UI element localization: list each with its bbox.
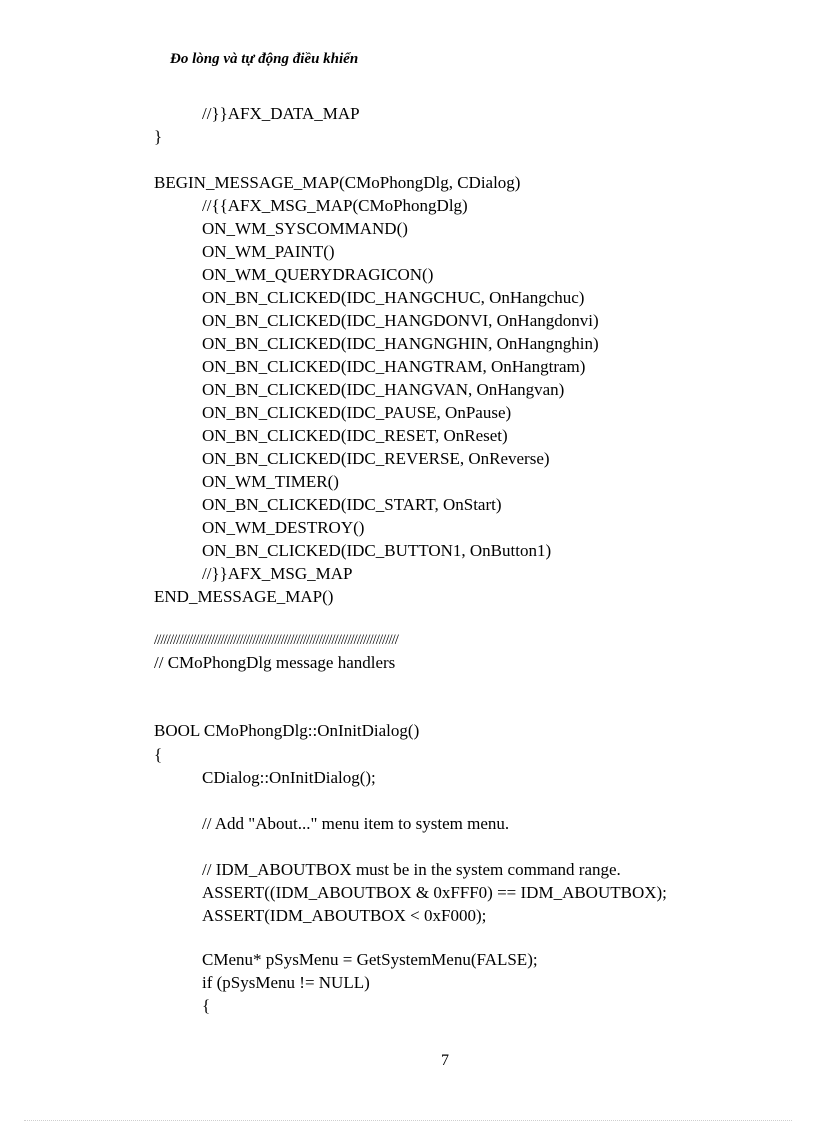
code-line: { (202, 996, 211, 1015)
code-line: //}}AFX_MSG_MAP (202, 564, 353, 583)
code-line: CMenu* pSysMenu = GetSystemMenu(FALSE); (202, 950, 538, 969)
code-line: if (pSysMenu != NULL) (202, 973, 370, 992)
code-line: END_MESSAGE_MAP() (154, 587, 334, 606)
code-line: ON_BN_CLICKED(IDC_HANGCHUC, OnHangchuc) (202, 288, 585, 307)
code-line: { (154, 745, 163, 764)
code-line: ON_WM_TIMER() (202, 472, 339, 491)
page-number: 7 (441, 1052, 449, 1069)
code-line: ON_BN_CLICKED(IDC_REVERSE, OnReverse) (202, 449, 550, 468)
code-line: ON_BN_CLICKED(IDC_RESET, OnReset) (202, 426, 508, 445)
code-line: //}}AFX_DATA_MAP (202, 104, 360, 123)
code-line: ON_BN_CLICKED(IDC_HANGNGHIN, OnHangnghin) (202, 334, 599, 353)
code-line: ON_WM_DESTROY() (202, 518, 365, 537)
code-line: ASSERT((IDM_ABOUTBOX & 0xFFF0) == IDM_ABOUTBOX); (202, 883, 667, 902)
code-line: ON_WM_PAINT() (202, 242, 335, 261)
code-line: ON_BN_CLICKED(IDC_PAUSE, OnPause) (202, 403, 512, 422)
code-line: ON_BN_CLICKED(IDC_START, OnStart) (202, 495, 502, 514)
page-header: Đo lòng và tự động điều khiển (170, 51, 359, 67)
code-line: ASSERT(IDM_ABOUTBOX < 0xF000); (202, 906, 487, 925)
code-line: ON_WM_SYSCOMMAND() (202, 219, 408, 238)
code-line: ON_BN_CLICKED(IDC_HANGDONVI, OnHangdonvi) (202, 311, 599, 330)
code-line: BOOL CMoPhongDlg::OnInitDialog() (154, 721, 420, 740)
code-line: ON_WM_QUERYDRAGICON() (202, 265, 434, 284)
code-line: // IDM_ABOUTBOX must be in the system command range. (202, 860, 621, 879)
comment-separator: ///////////////////////////////////////////////////////////////////////////// (154, 632, 398, 648)
code-line: ON_BN_CLICKED(IDC_BUTTON1, OnButton1) (202, 541, 552, 560)
code-line: // Add "About..." menu item to system menu. (202, 814, 510, 833)
code-line: } (154, 127, 163, 146)
code-line: //{{AFX_MSG_MAP(CMoPhongDlg) (202, 196, 468, 215)
code-line: // CMoPhongDlg message handlers (154, 653, 396, 672)
code-line: BEGIN_MESSAGE_MAP(CMoPhongDlg, CDialog) (154, 173, 521, 192)
page-bottom-divider (24, 1120, 792, 1121)
code-line: ON_BN_CLICKED(IDC_HANGTRAM, OnHangtram) (202, 357, 586, 376)
code-line: ON_BN_CLICKED(IDC_HANGVAN, OnHangvan) (202, 380, 565, 399)
code-line: CDialog::OnInitDialog(); (202, 768, 376, 787)
